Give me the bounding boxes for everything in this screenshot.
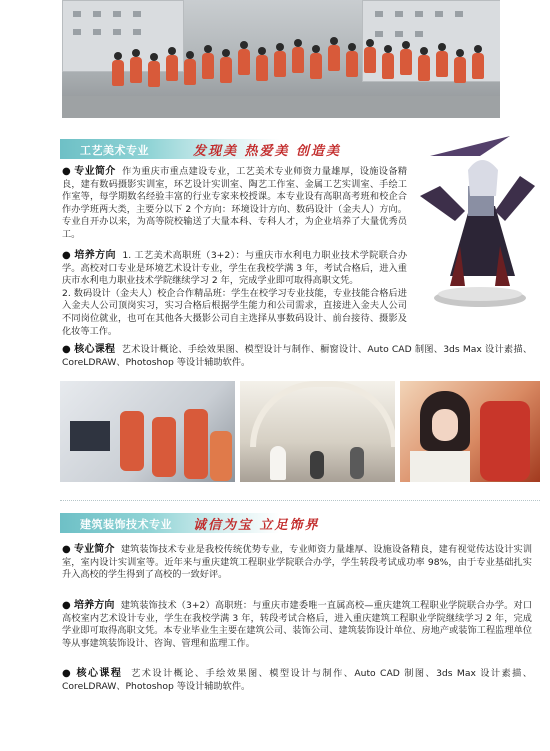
decoration-intro xyxy=(62,544,532,582)
intro-text: 建筑装饰技术专业是我校传统优势专业，专业师资力量雄厚、设施设备精良，建有视觉传达设计实训室，室内设计实训室等。近年来与重庆建筑工程职业学院联合办学，学生转段考试成功率 98%，由于专业基础扎实升入高校的学生得到了高校的一致好评。 xyxy=(62,544,533,581)
section-slogan: 诚信为宝 立足饰界 xyxy=(193,518,320,533)
bullet-icon: ● xyxy=(62,250,72,261)
figurine-image xyxy=(410,126,540,311)
section-divider xyxy=(60,500,540,501)
direction-text-1: 1. 工艺美术高职班（3+2）：与重庆市水利电力职业技术学院联合办学。高校对口专业是环境艺术设计专业，学生在我校学满 3 年，考试合格后，进入重庆市水利电力职业技术学院继续学习 2 年，完成学业即可取得高职文凭。 xyxy=(62,250,408,287)
intro-label: 专业简介 xyxy=(74,166,116,177)
bullet-icon: ● xyxy=(62,668,73,679)
direction-label: 培养方向 xyxy=(74,250,116,261)
bullet-icon: ● xyxy=(62,166,72,177)
top-group-photo xyxy=(62,0,500,118)
course-text: 艺术设计概论、手绘效果图、模型设计与制作、Auto CAD 制图、3ds Max 设计素描、CoreLDRAW、Photoshop 等设计辅助软件。 xyxy=(62,668,532,692)
bullet-icon: ● xyxy=(62,344,71,355)
makeup-photo xyxy=(400,381,540,482)
section-title: 建筑装饰技术专业 xyxy=(80,518,172,531)
crafts-intro xyxy=(62,166,407,242)
ground xyxy=(62,96,500,118)
crafts-direction xyxy=(62,250,407,338)
decoration-direction xyxy=(62,600,532,650)
intro-label: 专业简介 xyxy=(73,544,115,555)
direction-text: 建筑装饰技术（3+2）高职班：与重庆市建委唯一直属高校—重庆建筑工程职业学院联合办学。对口高校室内艺术设计专业，学生在我校学满 3 年，转段考试合格后，进入重庆建筑工程职业学院继续学习 2 年，完成学业即可取得高职文凭。本专业毕业生主要在建筑公司、装饰公司、建筑装饰设计单位、房地产或装饰工程监理单位等从事建筑装饰设计、咨询、管理和监理工作。 xyxy=(62,600,533,649)
course-text: 艺术设计概论、手绘效果图、模型设计与制作、橱窗设计、Auto CAD 制图、3ds Max 设计素描、CoreLDRAW、Photoshop 等设计辅助软件。 xyxy=(62,344,533,368)
classroom-photo xyxy=(60,381,235,482)
section-title: 工艺美术专业 xyxy=(80,144,149,157)
course-label: 核心课程 xyxy=(74,344,116,355)
crafts-courses xyxy=(62,344,532,369)
bullet-icon: ● xyxy=(62,600,71,611)
direction-label: 培养方向 xyxy=(73,600,115,611)
decoration-courses xyxy=(62,668,532,693)
course-label: 核心课程 xyxy=(76,668,123,679)
wedding-shoot-photo xyxy=(240,381,395,482)
intro-text: 作为重庆市重点建设专业，工艺美术专业师资力量雄厚，设施设备精良，建有数码摄影实训室，环艺设计实训室、陶艺工作室、金属工艺实训室、手绘工作室等，每学期数名经验丰富的行业专家来校授课。本专业设有高职高考班和校企合作办学班两大类，主要分以下 2 个方向：环境设计方向、数码设计（金夫人）方向。专业自开办以来，为高等院校输送了大量本科、专科人才，为企业培养了大量优秀员工。 xyxy=(62,166,408,240)
section-slogan: 发现美 热爱美 创造美 xyxy=(193,144,342,159)
students-group xyxy=(102,35,500,95)
direction-text-2: 2. 数码设计（金夫人）校企合作精品班：学生在校学习专业技能，专业技能合格后进入金夫人公司顶岗实习，实习合格后根据学生能力和公司需求，直接进入金夫人公司不同岗位就业，也可在其他各大摄影公司自主选择从事数码设计、前台接待、摄影及化妆等工作。 xyxy=(62,287,407,337)
bullet-icon: ● xyxy=(62,544,71,555)
